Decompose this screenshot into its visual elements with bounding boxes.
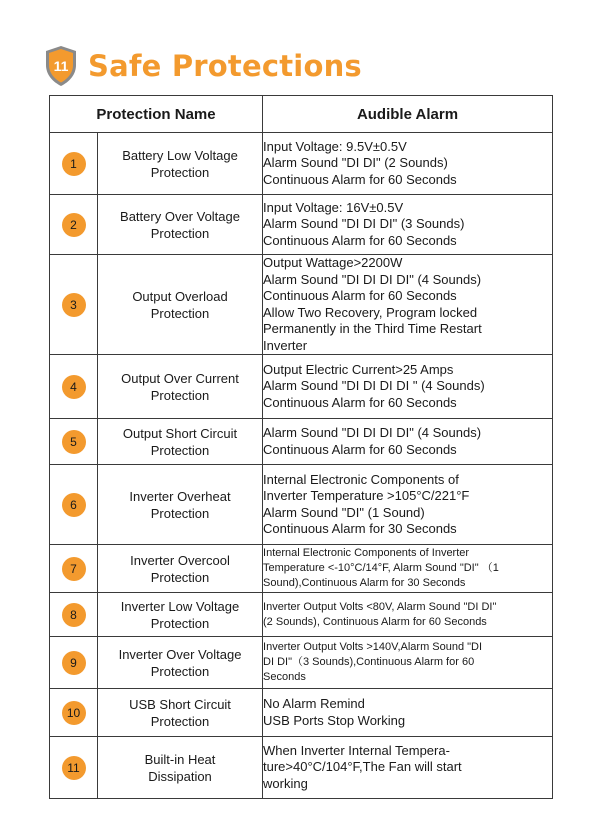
protection-name-line: Protection [150, 569, 210, 585]
audible-alarm-header: Audible Alarm [263, 96, 553, 133]
audible-alarm-line: No Alarm Remind [263, 696, 365, 711]
table-row [50, 545, 553, 593]
protection-name-cell [98, 737, 263, 799]
audible-alarm-cell [263, 545, 553, 593]
table-row [50, 133, 553, 195]
protection-name-line: Protection [150, 225, 210, 241]
audible-alarm-line: Alarm Sound "DI DI DI DI" (4 Sounds) [263, 425, 482, 440]
section-number: 11 [53, 58, 69, 74]
protection-name-line: Protection [150, 164, 210, 180]
protection-name-cell [98, 255, 263, 355]
table-row [50, 355, 553, 419]
protection-name-line: Protection [150, 615, 210, 631]
audible-alarm-line: When Inverter Internal Tempera- [263, 742, 450, 758]
table-row [50, 689, 553, 737]
audible-alarm-line: Input Voltage: 16V±0.5V [263, 199, 404, 215]
protection-name-line: Inverter Overcool [130, 552, 230, 568]
protection-name-line: Inverter Low Voltage [120, 598, 240, 614]
audible-alarm-line: Continuous Alarm for 60 Seconds [263, 394, 457, 410]
audible-alarm-line: Inverter Output Volts >140V,Alarm Sound "DI [263, 641, 483, 653]
audible-alarm-cell [263, 195, 553, 255]
protection-name-line: Output Overload [132, 288, 228, 304]
shield-icon [44, 45, 78, 87]
table-row [50, 419, 553, 465]
table-row [50, 195, 553, 255]
audible-alarm-line: Alarm Sound "DI DI DI DI" (4 Sounds) [263, 271, 482, 287]
protection-name-cell [98, 593, 263, 637]
audible-alarm-line: Continuous Alarm for 60 Seconds [263, 441, 457, 457]
audible-alarm-line: Alarm Sound "DI DI DI DI " (4 Sounds) [263, 378, 485, 394]
audible-alarm-cell [263, 593, 553, 637]
table-row [50, 593, 553, 637]
audible-alarm-line: USB Ports Stop Working [263, 712, 406, 728]
row-number-cell [50, 545, 98, 593]
audible-alarm-cell [263, 689, 553, 737]
number-badge: 2 [62, 213, 86, 237]
protection-name-line: Protection [150, 305, 210, 321]
number-badge: 7 [62, 557, 86, 581]
audible-alarm-line: Inverter [263, 337, 308, 353]
audible-alarm-cell [263, 419, 553, 465]
audible-alarm-line: Output Electric Current>25 Amps [263, 361, 454, 377]
protection-name-line: Built-in Heat [144, 751, 216, 767]
audible-alarm-cell [263, 133, 553, 195]
audible-alarm-line: Output Wattage>2200W [263, 255, 403, 270]
row-number-cell [50, 465, 98, 545]
table-row [50, 637, 553, 689]
table-header-row [50, 96, 553, 133]
number-badge: 3 [62, 293, 86, 317]
audible-alarm-line: Alarm Sound "DI DI" (2 Sounds) [263, 155, 448, 171]
audible-alarm-line: DI DI"（3 Sounds),Continuous Alarm for 60 [263, 656, 475, 668]
number-badge: 6 [62, 493, 86, 517]
audible-alarm-line: Alarm Sound "DI DI DI" (3 Sounds) [263, 216, 465, 232]
protection-name-line: Protection [150, 442, 210, 458]
audible-alarm-line: Sound),Continuous Alarm for 30 Seconds [263, 577, 466, 589]
row-number-cell [50, 637, 98, 689]
audible-alarm-line: Input Voltage: 9.5V±0.5V [263, 138, 407, 154]
protection-name-line: Protection [150, 505, 210, 521]
table-row [50, 465, 553, 545]
audible-alarm-line: Inverter Temperature >105°C/221°F [263, 488, 470, 503]
audible-alarm-line: Continuous Alarm for 60 Seconds [263, 171, 457, 187]
protections-table [49, 95, 553, 799]
row-number-cell [50, 419, 98, 465]
protection-name-line: Output Over Current [121, 370, 239, 386]
number-badge: 11 [62, 756, 86, 780]
protection-name-line: Protection [150, 663, 210, 679]
audible-alarm-line: ture>40°C/104°F,The Fan will start [263, 759, 462, 775]
section-header [44, 44, 362, 88]
number-badge: 8 [62, 603, 86, 627]
number-badge: 5 [62, 430, 86, 454]
audible-alarm-line: Continuous Alarm for 60 Seconds [263, 232, 457, 248]
page-title: Safe Protections [88, 49, 362, 83]
audible-alarm-line: Continuous Alarm for 30 Seconds [263, 521, 457, 536]
audible-alarm-cell [263, 637, 553, 689]
protection-name-line: Battery Low Voltage [122, 147, 238, 163]
protection-name-line: Protection [150, 713, 210, 729]
number-badge: 4 [62, 375, 86, 399]
audible-alarm-line: Internal Electronic Components of Inverter [263, 547, 470, 559]
row-number-cell [50, 593, 98, 637]
protection-name-line: Inverter Over Voltage [118, 646, 242, 662]
protection-name-cell [98, 637, 263, 689]
audible-alarm-line: working [263, 775, 308, 791]
audible-alarm-cell [263, 737, 553, 799]
audible-alarm-line: Internal Electronic Components of [263, 471, 459, 487]
audible-alarm-line: Permanently in the Third Time Restart [263, 321, 482, 336]
number-badge: 1 [62, 152, 86, 176]
protection-name-cell [98, 545, 263, 593]
protection-name-header: Protection Name [50, 96, 263, 133]
number-badge: 9 [62, 651, 86, 675]
protection-name-cell [98, 355, 263, 419]
protection-name-cell [98, 689, 263, 737]
row-number-cell [50, 255, 98, 355]
protection-name-cell [98, 195, 263, 255]
protection-name-line: Battery Over Voltage [120, 208, 240, 224]
row-number-cell [50, 133, 98, 195]
protection-name-cell [98, 133, 263, 195]
audible-alarm-cell [263, 465, 553, 545]
audible-alarm-line: Continuous Alarm for 60 Seconds [263, 288, 457, 303]
protection-name-line: Inverter Overheat [129, 488, 231, 504]
protection-name-cell [98, 465, 263, 545]
audible-alarm-cell [263, 355, 553, 419]
protection-name-cell [98, 419, 263, 465]
protection-name-line: Dissipation [148, 768, 212, 784]
audible-alarm-line: (2 Sounds), Continuous Alarm for 60 Seconds [263, 615, 487, 628]
audible-alarm-line: Inverter Output Volts <80V, Alarm Sound "DI DI" [263, 600, 497, 613]
table-row [50, 737, 553, 799]
audible-alarm-line: Temperature <-10°C/14°F, Alarm Sound "DI" （1 [263, 562, 499, 574]
row-number-cell [50, 195, 98, 255]
protection-name-line: Output Short Circuit [122, 425, 238, 441]
audible-alarm-line: Seconds [263, 671, 306, 683]
protection-name-line: USB Short Circuit [129, 696, 231, 712]
number-badge: 10 [62, 701, 86, 725]
row-number-cell [50, 355, 98, 419]
table-row [50, 255, 553, 355]
row-number-cell [50, 737, 98, 799]
audible-alarm-cell [263, 255, 553, 355]
protection-name-line: Protection [150, 387, 210, 403]
audible-alarm-line: Alarm Sound "DI" (1 Sound) [263, 504, 425, 520]
row-number-cell [50, 689, 98, 737]
audible-alarm-line: Allow Two Recovery, Program locked [263, 304, 478, 320]
